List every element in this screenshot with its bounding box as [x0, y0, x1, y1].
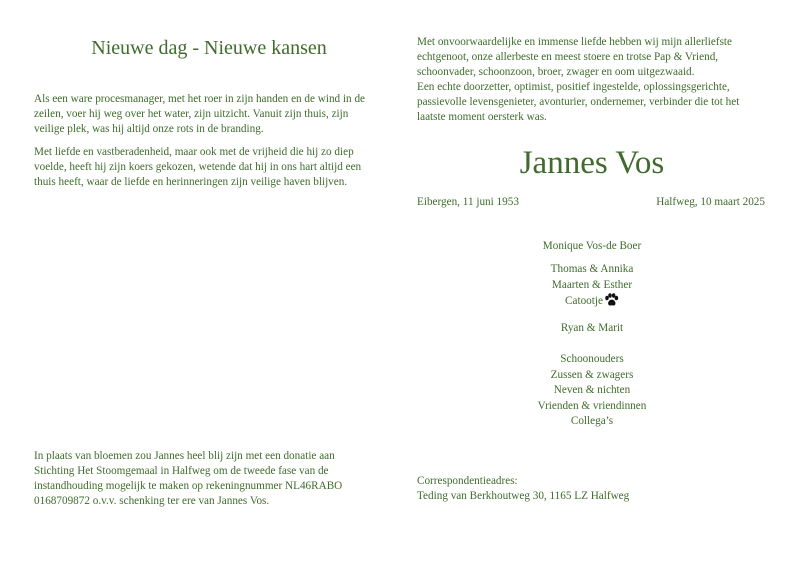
family-others-group [417, 352, 767, 430]
donation-text: In plaats van bloemen zou Jannes heel blij zijn met een donatie aan Stichting Het Stoomgemaal in Halfweg om de tweede fase van de instandhouding mogelijk te maken op rekeningnummer NL46RABO 0168709872 o.v.v. schenking ter ere van Jannes Vos. [34, 450, 343, 507]
family-spouse: Monique Vos-de Boer [542, 240, 642, 252]
correspondence-label: Correspondentieadres: [417, 475, 518, 487]
family-children-2: Maarten & Esther [551, 278, 633, 291]
family-children-group [417, 262, 767, 313]
death-date: Halfweg, 10 maart 2025 [656, 196, 765, 208]
deceased-name: Jannes Vos [519, 145, 665, 181]
left-title: Nieuwe dag - Nieuwe kansen [91, 37, 327, 59]
intro-text-2: Een echte doorzetter, optimist, positief ingestelde, oplossingsgerichte, passievolle levensgenieter, avonturier, ondernemer, verbinder die tot het laatste moment oersterk was. [417, 81, 740, 123]
family-children-1: Thomas & Annika [550, 263, 634, 275]
paw-print-icon [604, 293, 619, 313]
family-others-item: Zussen & zwagers [550, 368, 634, 381]
family-others-item: Schoonouders [560, 353, 624, 365]
family-others-item: Neven & nichten [553, 384, 631, 396]
correspondence-address: Teding van Berkhoutweg 30, 1165 LZ Halfweg [417, 490, 630, 502]
left-paragraph-1: Als een ware procesmanager, met het roer in zijn handen en de wind in de zeilen, voer hij weg over het water, zijn uitzicht. Vanuit zijn thuis, zijn veilige plek, was hij altijd onze rots in de branding. [34, 93, 366, 135]
correspondence-block [417, 474, 767, 504]
left-paragraph-2: Met liefde en vastberadenheid, maar ook met de vrijheid die hij zo diep voelde, heeft hij zijn koers gekozen, wetende dat hij in ons hart altijd een thuis heeft, waar de liefde en herinneringen zijn veilige haven blijven. [34, 146, 362, 188]
family-others-item: Vrienden & vriendinnen [537, 399, 647, 412]
family-pet: Catootje [565, 295, 603, 307]
birth-date: Eibergen, 11 juni 1953 [417, 196, 519, 208]
family-pet-line [417, 293, 767, 313]
intro-text-1: Met onvoorwaardelijke en immense liefde hebben wij mijn allerliefste echtgenoot, onze allerbeste en meest stoere en trotse Pap & Vriend, schoonvader, schoonzoon, broer, zwager en oom uitgezwaaid. [417, 36, 733, 78]
family-children-3: Ryan & Marit [560, 322, 624, 334]
family-others-item: Collega’s [570, 415, 614, 427]
